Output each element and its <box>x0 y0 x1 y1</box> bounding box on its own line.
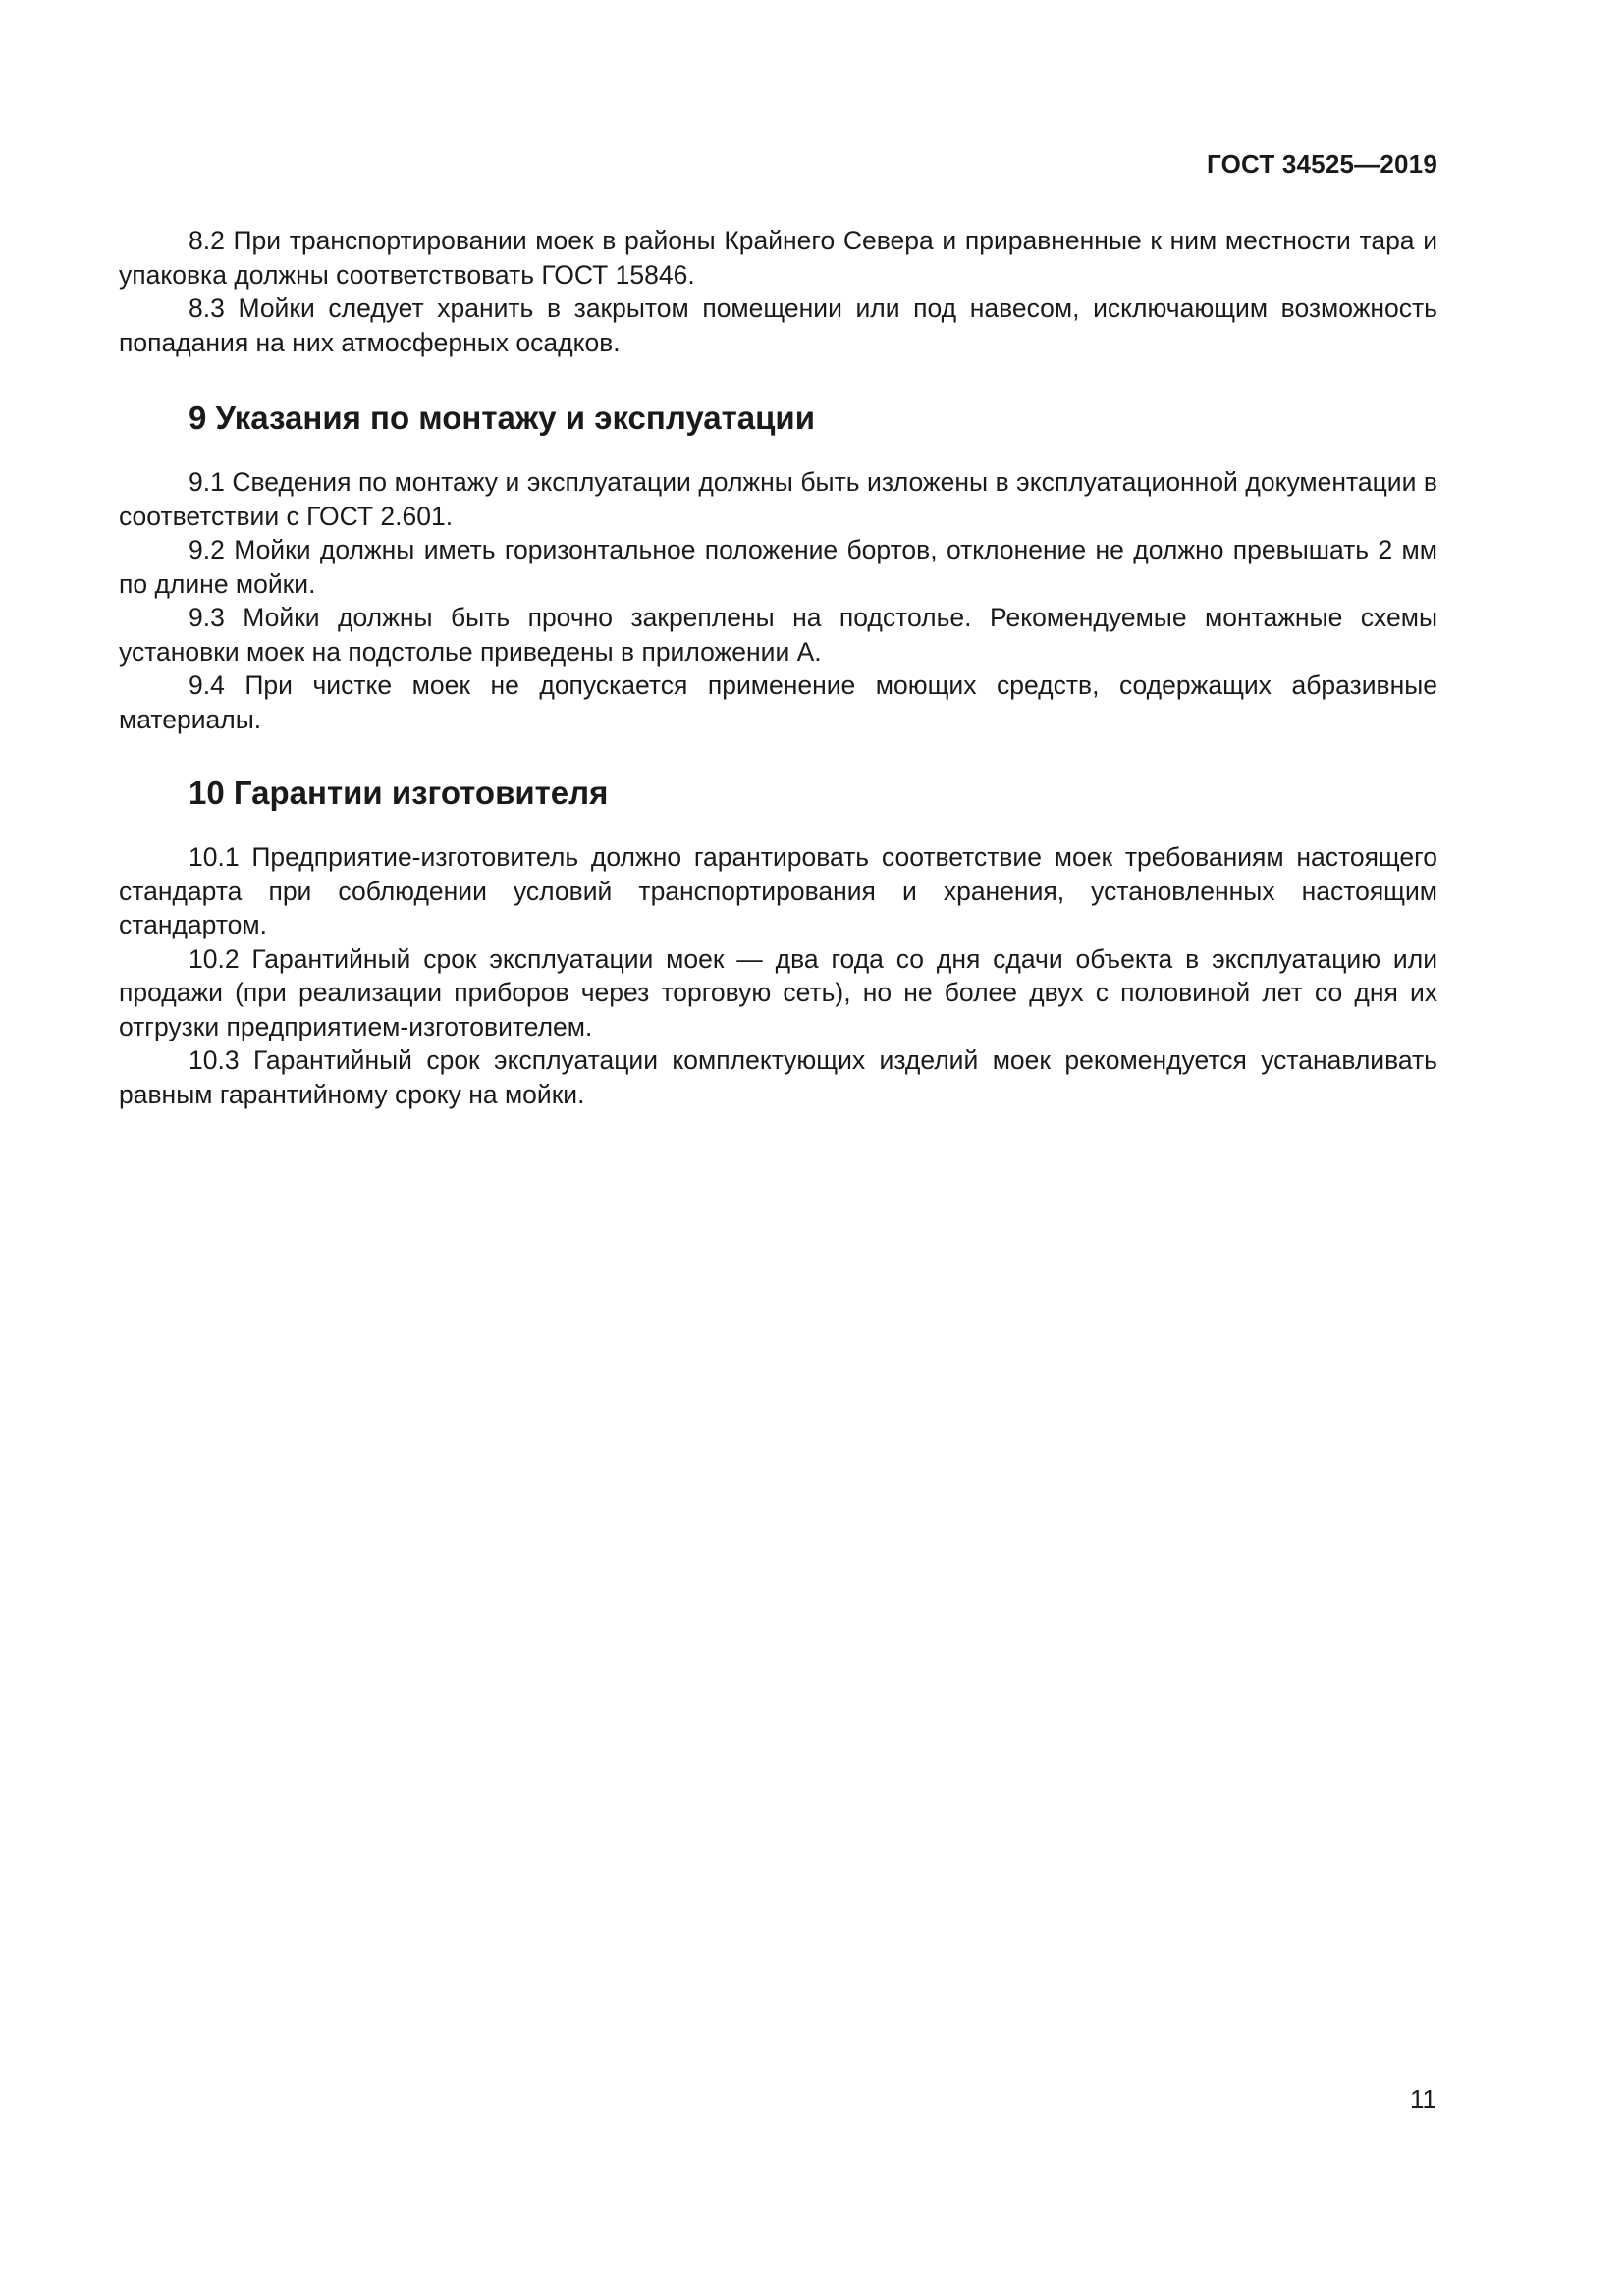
paragraph-9-2: 9.2 Мойки должны иметь горизонтальное положение бортов, отклонение не должно превышать 2 мм по длине мойки. <box>119 535 1437 599</box>
paragraph-8-2: 8.2 При транспортировании моек в районы Крайнего Севера и приравненные к ним местности тара и упаковка должны соответствовать ГОСТ 15846. <box>119 226 1437 290</box>
paragraph-9-3: 9.3 Мойки должны быть прочно закреплены на подстолье. Рекомендуемые монтажные схемы установки моек на подстолье приведены в приложении А. <box>119 603 1437 667</box>
section-10-body <box>119 840 1437 1111</box>
section-9-body <box>119 465 1437 736</box>
section-10-title: 10 Гарантии изготовителя <box>189 774 609 811</box>
paragraph-8-3: 8.3 Мойки следует хранить в закрытом помещении или под навесом, исключающим возможность попадания на них атмосферных осадков. <box>119 294 1437 357</box>
paragraph-10-1: 10.1 Предприятие-изготовитель должно гарантировать соответствие моек требованиям настоящего стандарта при соблюдении условий транспортирования и хранения, установленных настоящим стандартом. <box>119 842 1437 939</box>
standard-code-header: ГОСТ 34525—2019 <box>1207 149 1437 179</box>
paragraph-10-2: 10.2 Гарантийный срок эксплуатации моек — два года со дня сдачи объекта в эксплуатацию или продажи (при реализации приборов через торговую сеть), но не более двух с половиной лет со дня их отгрузки предприятием-изготовителем. <box>119 943 1437 1041</box>
paragraph-10-3: 10.3 Гарантийный срок эксплуатации комплектующих изделий моек рекомендуется устанавливать равным гарантийному сроку на мойки. <box>119 1045 1437 1109</box>
section-9-title: 9 Указания по монтажу и эксплуатации <box>189 400 816 436</box>
page-content <box>119 224 1437 1111</box>
paragraph-9-1: 9.1 Сведения по монтажу и эксплуатации должны быть изложены в эксплуатационной документации в соответствии с ГОСТ 2.601. <box>119 467 1437 531</box>
page-number: 11 <box>1410 2084 1436 2113</box>
paragraph-9-4: 9.4 При чистке моек не допускается применение моющих средств, содержащих абразивные материалы. <box>119 670 1437 734</box>
